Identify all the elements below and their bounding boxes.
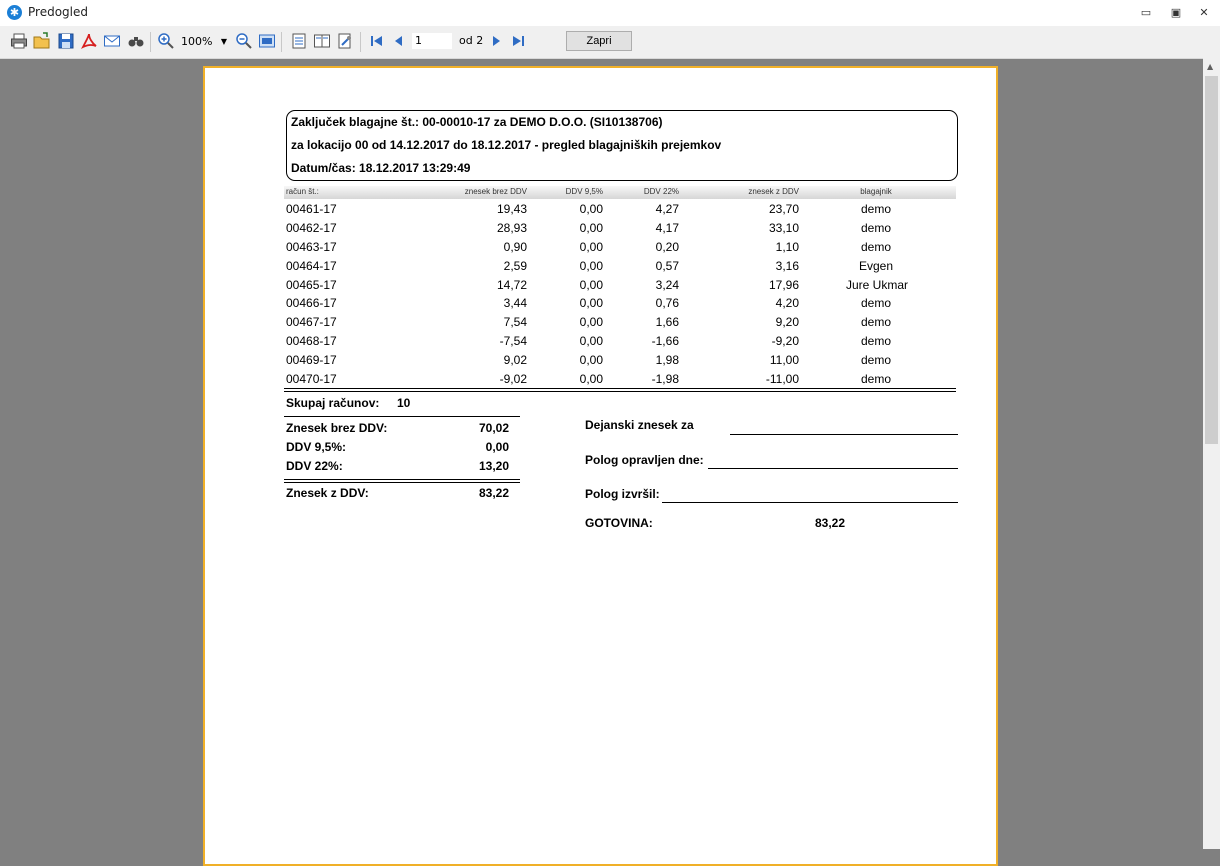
column-header: blagajnik <box>860 187 892 196</box>
vat95-total-label: DDV 9,5%: <box>286 440 347 454</box>
table-row <box>284 314 956 333</box>
receipt-number: 00465-17 <box>286 277 337 292</box>
signature-line <box>730 434 958 435</box>
receipt-number: 00469-17 <box>286 353 337 368</box>
print-icon[interactable] <box>10 32 28 50</box>
scroll-up-icon[interactable]: ▲ <box>1207 62 1214 71</box>
prev-page-icon[interactable] <box>390 32 408 50</box>
vat-22: 4,17 <box>655 220 679 235</box>
table-header <box>284 186 956 199</box>
gross-amount: 11,00 <box>769 353 799 368</box>
minimize-button[interactable]: ▭ <box>1140 6 1152 19</box>
table-row <box>284 295 956 314</box>
vat-22: 0,76 <box>655 296 679 311</box>
table-row <box>284 333 956 352</box>
cashier: demo <box>860 315 892 330</box>
deposit-by-label: Polog izvršil: <box>585 487 660 501</box>
vertical-scrollbar[interactable] <box>1203 58 1220 849</box>
vat22-total-value: 13,20 <box>478 459 509 473</box>
net-total-value: 70,02 <box>478 421 509 435</box>
email-icon[interactable] <box>103 32 121 50</box>
vat-9-5: 0,00 <box>579 277 603 292</box>
toolbar-separator <box>360 32 361 52</box>
vat-22: 1,66 <box>655 315 679 330</box>
receipt-number: 00466-17 <box>286 296 337 311</box>
actual-amount-label: Dejanski znesek za <box>585 418 694 432</box>
report-title-line1: Zaključek blagajne št.: 00-00010-17 za DEMO D.O.O. (SI10138706) <box>291 115 663 129</box>
vat-9-5: 0,00 <box>579 296 603 311</box>
vat-9-5: 0,00 <box>579 258 603 273</box>
signature-line <box>708 468 958 469</box>
cashier: demo <box>860 202 892 216</box>
report-header-box <box>286 110 958 181</box>
cashier: demo <box>860 334 892 349</box>
cashier: demo <box>860 372 892 387</box>
table-row <box>284 277 956 296</box>
two-pages-icon[interactable] <box>313 32 331 50</box>
cashier: demo <box>860 296 892 311</box>
gross-amount: 3,16 <box>775 258 799 273</box>
column-header: znesek z DDV <box>748 187 799 196</box>
report-title-line2: za lokacijo 00 od 14.12.2017 do 18.12.2017 - pregled blagajniških prejemkov <box>291 138 722 152</box>
summary-divider <box>284 482 520 483</box>
cash-value: 83,22 <box>815 516 846 530</box>
summary-divider <box>284 479 520 480</box>
cashier: demo <box>860 239 892 254</box>
gross-amount: 1,10 <box>775 239 799 254</box>
receipt-number: 00461-17 <box>286 202 337 216</box>
report-page <box>203 66 998 866</box>
gross-amount: 17,96 <box>768 277 799 292</box>
net-amount: 14,72 <box>496 277 527 292</box>
net-total-label: Znesek brez DDV: <box>286 421 388 435</box>
net-amount: -7,54 <box>499 334 527 349</box>
summary-divider <box>284 416 520 417</box>
net-amount: 19,43 <box>496 202 527 216</box>
gross-total-value: 83,22 <box>478 486 509 500</box>
report-title-line3: Datum/čas: 18.12.2017 13:29:49 <box>291 161 471 175</box>
column-header: znesek brez DDV <box>464 187 527 196</box>
close-preview-button[interactable]: Zapri <box>566 31 632 51</box>
table-row <box>284 352 956 371</box>
vat-22: -1,98 <box>651 372 679 387</box>
net-amount: -9,02 <box>499 372 527 387</box>
first-page-icon[interactable] <box>368 32 386 50</box>
toolbar-separator <box>281 32 282 52</box>
receipt-number: 00464-17 <box>286 258 337 273</box>
gross-amount: -9,20 <box>771 334 799 349</box>
vat-9-5: 0,00 <box>579 334 603 349</box>
receipt-number: 00462-17 <box>286 220 337 235</box>
page-number-input[interactable]: 1 <box>412 33 452 49</box>
net-amount: 7,54 <box>503 315 527 330</box>
chevron-down-icon: ▼ <box>220 37 227 46</box>
toolbar-separator <box>150 32 151 52</box>
scrollbar-thumb[interactable] <box>1205 76 1218 444</box>
maximize-button[interactable]: ▣ <box>1170 6 1182 19</box>
page-count-label: od 2 <box>459 34 484 47</box>
toolbar <box>0 26 1220 59</box>
receipt-number: 00468-17 <box>286 334 337 349</box>
cashier: demo <box>860 353 892 368</box>
table-row <box>284 201 956 220</box>
count-label: Skupaj računov: <box>286 396 380 410</box>
table-row <box>284 239 956 258</box>
receipt-number: 00463-17 <box>286 239 337 254</box>
gross-amount: 4,20 <box>775 296 799 311</box>
cashier: Evgen <box>858 258 894 273</box>
deposit-date-label: Polog opravljen dne: <box>585 453 704 467</box>
vat-9-5: 0,00 <box>579 315 603 330</box>
zoom-select[interactable] <box>181 33 227 51</box>
column-header: DDV 22% <box>643 187 679 196</box>
net-amount: 9,02 <box>503 353 527 368</box>
cashier: Jure Ukmar <box>846 277 909 292</box>
vat-9-5: 0,00 <box>579 372 603 387</box>
single-page-icon[interactable] <box>290 32 308 50</box>
table-row <box>284 220 956 239</box>
column-header: DDV 9,5% <box>565 187 603 196</box>
zoom-in-icon[interactable] <box>157 32 175 50</box>
gross-amount: 9,20 <box>775 315 799 330</box>
page-setup-icon[interactable] <box>336 32 354 50</box>
table-row <box>284 258 956 277</box>
vat95-total-value: 0,00 <box>485 440 509 454</box>
next-page-icon[interactable] <box>487 32 505 50</box>
save-icon[interactable] <box>57 32 75 50</box>
count-value: 10 <box>397 396 411 410</box>
cashier: demo <box>860 220 892 235</box>
gross-total-label: Znesek z DDV: <box>286 486 369 500</box>
vat-9-5: 0,00 <box>579 353 603 368</box>
open-icon[interactable] <box>33 32 51 50</box>
vat-22: 1,98 <box>655 353 679 368</box>
receipt-number: 00467-17 <box>286 315 337 330</box>
receipts-table <box>284 201 956 390</box>
vat-22: 3,24 <box>655 277 679 292</box>
gross-amount: 23,70 <box>768 202 799 216</box>
vat-9-5: 0,00 <box>579 220 603 235</box>
gross-amount: 33,10 <box>768 220 799 235</box>
column-header: račun št.: <box>286 187 319 196</box>
net-amount: 2,59 <box>503 258 527 273</box>
pdf-icon[interactable] <box>80 32 98 50</box>
vat-22: -1,66 <box>651 334 679 349</box>
gross-amount: -11,00 <box>765 372 799 387</box>
table-end-divider <box>284 388 956 389</box>
table-end-divider <box>284 391 956 392</box>
title-bar <box>0 0 1220 26</box>
zoom-value: 100% <box>181 35 213 48</box>
vat-22: 0,20 <box>655 239 679 254</box>
last-page-icon[interactable] <box>509 32 527 50</box>
vat-9-5: 0,00 <box>579 202 603 216</box>
receipt-number: 00470-17 <box>286 372 337 387</box>
vat22-total-label: DDV 22%: <box>286 459 343 473</box>
fit-page-icon[interactable] <box>258 32 276 50</box>
vat-9-5: 0,00 <box>579 239 603 254</box>
signature-line <box>662 502 958 503</box>
find-icon[interactable] <box>127 32 145 50</box>
vat-22: 0,57 <box>655 258 679 273</box>
cash-label: GOTOVINA: <box>585 516 653 530</box>
app-icon: ✱ <box>7 5 22 20</box>
net-amount: 28,93 <box>496 220 527 235</box>
zoom-out-icon[interactable] <box>235 32 253 50</box>
vat-22: 4,27 <box>655 202 679 216</box>
window-title: Predogled <box>28 5 88 19</box>
net-amount: 0,90 <box>503 239 527 254</box>
net-amount: 3,44 <box>503 296 527 311</box>
close-window-button[interactable]: ✕ <box>1199 6 1209 19</box>
